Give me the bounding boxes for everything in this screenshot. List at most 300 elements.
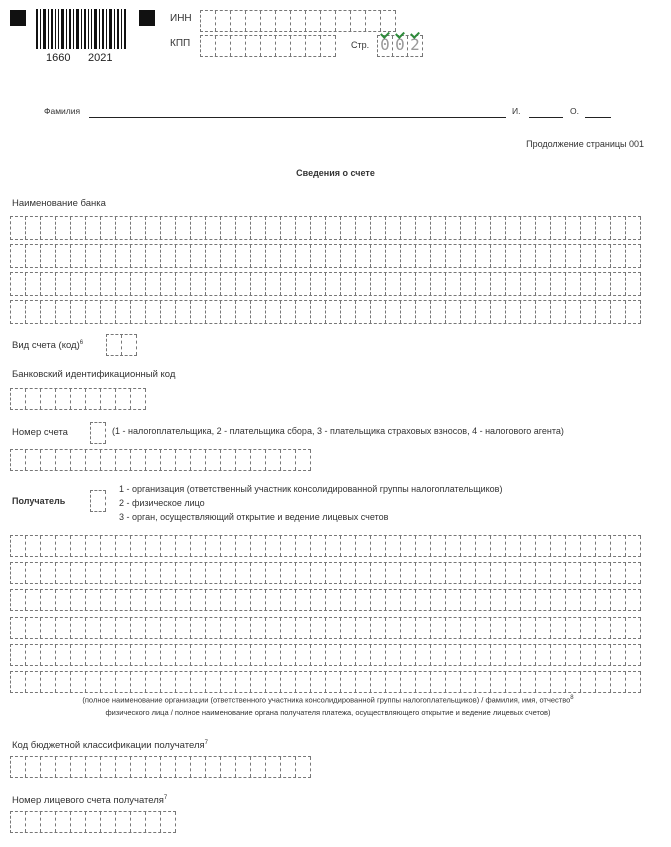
input-cell[interactable]: [266, 590, 281, 610]
input-cell[interactable]: [26, 245, 41, 267]
input-cell[interactable]: [206, 590, 221, 610]
input-cell[interactable]: [236, 245, 251, 267]
input-cell[interactable]: [236, 217, 251, 239]
input-cell[interactable]: [521, 245, 536, 267]
input-cell[interactable]: [276, 36, 291, 56]
input-cell[interactable]: [26, 590, 41, 610]
input-cell[interactable]: [326, 672, 341, 692]
input-cell[interactable]: [176, 590, 191, 610]
input-cell[interactable]: [551, 245, 566, 267]
input-cell[interactable]: [11, 301, 26, 323]
input-cell[interactable]: [341, 273, 356, 295]
bank-name-field-row-4[interactable]: [10, 300, 641, 324]
input-cell[interactable]: [56, 563, 71, 583]
input-cell[interactable]: [26, 618, 41, 638]
input-cell[interactable]: [566, 245, 581, 267]
input-cell[interactable]: [206, 273, 221, 295]
input-cell[interactable]: [236, 301, 251, 323]
input-cell[interactable]: [251, 672, 266, 692]
input-cell[interactable]: [461, 645, 476, 665]
input-cell[interactable]: [266, 645, 281, 665]
input-cell[interactable]: [581, 245, 596, 267]
input-cell[interactable]: [11, 273, 26, 295]
input-cell[interactable]: [446, 217, 461, 239]
input-cell[interactable]: [536, 590, 551, 610]
input-cell[interactable]: [11, 450, 26, 470]
input-cell[interactable]: [191, 450, 206, 470]
input-cell[interactable]: [311, 245, 326, 267]
input-cell[interactable]: [116, 563, 131, 583]
input-cell[interactable]: [536, 536, 551, 556]
input-cell[interactable]: [401, 536, 416, 556]
input-cell[interactable]: [176, 245, 191, 267]
input-cell[interactable]: [416, 618, 431, 638]
input-cell[interactable]: [431, 301, 446, 323]
input-cell[interactable]: [356, 245, 371, 267]
input-cell[interactable]: [566, 301, 581, 323]
input-cell[interactable]: [461, 536, 476, 556]
recipient-name-field-row-3[interactable]: [10, 589, 641, 611]
input-cell[interactable]: [191, 618, 206, 638]
input-cell[interactable]: [131, 389, 146, 409]
input-cell[interactable]: [461, 273, 476, 295]
input-cell[interactable]: [176, 217, 191, 239]
input-cell[interactable]: [566, 536, 581, 556]
input-cell[interactable]: [431, 217, 446, 239]
input-cell[interactable]: [41, 672, 56, 692]
input-cell[interactable]: [116, 672, 131, 692]
input-cell[interactable]: [116, 450, 131, 470]
input-cell[interactable]: [626, 273, 641, 295]
input-cell[interactable]: [296, 245, 311, 267]
input-cell[interactable]: [116, 812, 131, 832]
input-cell[interactable]: [281, 672, 296, 692]
input-cell[interactable]: [191, 757, 206, 777]
input-cell[interactable]: [176, 563, 191, 583]
input-cell[interactable]: [131, 618, 146, 638]
input-cell[interactable]: [216, 11, 231, 31]
input-cell[interactable]: [491, 245, 506, 267]
input-cell[interactable]: [101, 245, 116, 267]
input-cell[interactable]: [446, 563, 461, 583]
input-cell[interactable]: [371, 645, 386, 665]
input-cell[interactable]: [131, 273, 146, 295]
input-cell[interactable]: [336, 11, 351, 31]
input-cell[interactable]: [356, 645, 371, 665]
input-cell[interactable]: [566, 590, 581, 610]
input-cell[interactable]: [626, 536, 641, 556]
input-cell[interactable]: [626, 645, 641, 665]
input-cell[interactable]: [296, 672, 311, 692]
input-cell[interactable]: [626, 217, 641, 239]
input-cell[interactable]: [386, 645, 401, 665]
input-cell[interactable]: [281, 273, 296, 295]
bank-name-field-row-3[interactable]: [10, 272, 641, 296]
input-cell[interactable]: [86, 217, 101, 239]
input-cell[interactable]: [161, 217, 176, 239]
personal-account-field[interactable]: [10, 811, 176, 833]
input-cell[interactable]: [311, 645, 326, 665]
input-cell[interactable]: [326, 618, 341, 638]
input-cell[interactable]: [461, 618, 476, 638]
input-cell[interactable]: [86, 273, 101, 295]
input-cell[interactable]: [191, 563, 206, 583]
input-cell[interactable]: [611, 217, 626, 239]
input-cell[interactable]: [101, 757, 116, 777]
input-cell[interactable]: [251, 245, 266, 267]
input-cell[interactable]: [86, 645, 101, 665]
input-cell[interactable]: [341, 536, 356, 556]
input-cell[interactable]: [161, 536, 176, 556]
input-cell[interactable]: [311, 536, 326, 556]
input-cell[interactable]: [371, 618, 386, 638]
input-cell[interactable]: [626, 245, 641, 267]
input-cell[interactable]: [191, 245, 206, 267]
input-cell[interactable]: [131, 757, 146, 777]
input-cell[interactable]: [26, 536, 41, 556]
input-cell[interactable]: [581, 301, 596, 323]
input-cell[interactable]: [161, 450, 176, 470]
input-cell[interactable]: [146, 812, 161, 832]
input-cell[interactable]: [122, 335, 137, 355]
input-cell[interactable]: [101, 450, 116, 470]
input-cell[interactable]: [176, 672, 191, 692]
input-cell[interactable]: [236, 590, 251, 610]
input-cell[interactable]: [56, 672, 71, 692]
input-cell[interactable]: [431, 618, 446, 638]
input-cell[interactable]: [116, 645, 131, 665]
input-cell[interactable]: [521, 645, 536, 665]
input-cell[interactable]: [71, 536, 86, 556]
input-cell[interactable]: [386, 245, 401, 267]
input-cell[interactable]: [236, 757, 251, 777]
input-cell[interactable]: [251, 757, 266, 777]
input-cell[interactable]: [326, 590, 341, 610]
input-cell[interactable]: [296, 273, 311, 295]
input-cell[interactable]: [91, 491, 106, 511]
input-cell[interactable]: [491, 217, 506, 239]
input-cell[interactable]: [626, 672, 641, 692]
input-cell[interactable]: [131, 450, 146, 470]
input-cell[interactable]: [266, 245, 281, 267]
input-cell[interactable]: [11, 536, 26, 556]
input-cell[interactable]: [536, 273, 551, 295]
input-cell[interactable]: [41, 389, 56, 409]
input-cell[interactable]: [131, 672, 146, 692]
input-cell[interactable]: [131, 536, 146, 556]
input-cell[interactable]: [581, 536, 596, 556]
input-cell[interactable]: [281, 618, 296, 638]
input-cell[interactable]: [176, 757, 191, 777]
recipient-name-field-row-1[interactable]: [10, 535, 641, 557]
input-cell[interactable]: [71, 301, 86, 323]
input-cell[interactable]: [446, 590, 461, 610]
input-cell[interactable]: [11, 645, 26, 665]
input-cell[interactable]: [266, 273, 281, 295]
input-cell[interactable]: [266, 301, 281, 323]
input-cell[interactable]: [416, 672, 431, 692]
input-cell[interactable]: [86, 301, 101, 323]
input-cell[interactable]: [566, 273, 581, 295]
input-cell[interactable]: [611, 563, 626, 583]
input-cell[interactable]: [206, 672, 221, 692]
input-cell[interactable]: [116, 536, 131, 556]
input-cell[interactable]: [26, 450, 41, 470]
input-cell[interactable]: [161, 563, 176, 583]
input-cell[interactable]: [146, 645, 161, 665]
recipient-code-field[interactable]: [90, 490, 106, 512]
input-cell[interactable]: [191, 273, 206, 295]
input-cell[interactable]: [251, 301, 266, 323]
input-cell[interactable]: [611, 672, 626, 692]
bank-name-field-row-1[interactable]: [10, 216, 641, 240]
input-cell[interactable]: [386, 618, 401, 638]
input-cell[interactable]: [356, 273, 371, 295]
input-cell[interactable]: [581, 273, 596, 295]
input-cell[interactable]: [116, 389, 131, 409]
input-cell[interactable]: [11, 590, 26, 610]
input-cell[interactable]: [446, 301, 461, 323]
input-cell[interactable]: [11, 217, 26, 239]
input-cell[interactable]: [11, 563, 26, 583]
input-cell[interactable]: [596, 245, 611, 267]
input-cell[interactable]: [401, 273, 416, 295]
input-cell[interactable]: [506, 590, 521, 610]
input-cell[interactable]: [536, 672, 551, 692]
input-cell[interactable]: [371, 245, 386, 267]
input-cell[interactable]: [491, 301, 506, 323]
recipient-name-field-row-5[interactable]: [10, 644, 641, 666]
input-cell[interactable]: [581, 672, 596, 692]
input-cell[interactable]: [371, 273, 386, 295]
input-cell[interactable]: [491, 645, 506, 665]
input-cell[interactable]: [71, 563, 86, 583]
input-cell[interactable]: [626, 301, 641, 323]
input-cell[interactable]: [491, 672, 506, 692]
input-cell[interactable]: [41, 450, 56, 470]
account-number-owner-code-field[interactable]: [90, 422, 106, 444]
input-cell[interactable]: [281, 563, 296, 583]
input-cell[interactable]: [11, 245, 26, 267]
input-cell[interactable]: [356, 618, 371, 638]
input-cell[interactable]: [446, 245, 461, 267]
input-cell[interactable]: [306, 36, 321, 56]
bic-field[interactable]: [10, 388, 146, 410]
input-cell[interactable]: [351, 11, 366, 31]
input-cell[interactable]: [116, 217, 131, 239]
input-cell[interactable]: [191, 536, 206, 556]
input-cell[interactable]: [281, 245, 296, 267]
input-cell[interactable]: [506, 301, 521, 323]
input-cell[interactable]: [251, 590, 266, 610]
input-cell[interactable]: [266, 757, 281, 777]
input-cell[interactable]: [56, 245, 71, 267]
input-cell[interactable]: [101, 812, 116, 832]
input-cell[interactable]: [401, 645, 416, 665]
input-cell[interactable]: [251, 273, 266, 295]
input-cell[interactable]: [206, 301, 221, 323]
input-cell[interactable]: [381, 11, 396, 31]
input-cell[interactable]: [56, 450, 71, 470]
input-cell[interactable]: [26, 389, 41, 409]
input-cell[interactable]: [41, 590, 56, 610]
input-cell[interactable]: [236, 618, 251, 638]
input-cell[interactable]: [446, 273, 461, 295]
input-cell[interactable]: [131, 645, 146, 665]
input-cell[interactable]: [341, 645, 356, 665]
input-cell[interactable]: [296, 536, 311, 556]
input-cell[interactable]: [86, 672, 101, 692]
input-cell[interactable]: [461, 301, 476, 323]
input-cell[interactable]: [296, 757, 311, 777]
input-cell[interactable]: [221, 450, 236, 470]
input-cell[interactable]: [431, 672, 446, 692]
input-cell[interactable]: [461, 672, 476, 692]
input-cell[interactable]: [476, 536, 491, 556]
recipient-name-field-row-2[interactable]: [10, 562, 641, 584]
input-cell[interactable]: [431, 536, 446, 556]
input-cell[interactable]: [386, 536, 401, 556]
input-cell[interactable]: [536, 645, 551, 665]
input-cell[interactable]: [71, 812, 86, 832]
input-cell[interactable]: [476, 217, 491, 239]
input-cell[interactable]: [446, 536, 461, 556]
input-cell[interactable]: [206, 563, 221, 583]
input-cell[interactable]: [386, 301, 401, 323]
input-cell[interactable]: [206, 536, 221, 556]
input-cell[interactable]: [356, 563, 371, 583]
input-cell[interactable]: [566, 563, 581, 583]
input-cell[interactable]: [56, 590, 71, 610]
input-cell[interactable]: [116, 757, 131, 777]
input-cell[interactable]: [596, 590, 611, 610]
input-cell[interactable]: [551, 590, 566, 610]
input-cell[interactable]: [201, 36, 216, 56]
input-cell[interactable]: [101, 536, 116, 556]
input-cell[interactable]: [266, 672, 281, 692]
input-cell[interactable]: [176, 273, 191, 295]
input-cell[interactable]: [551, 672, 566, 692]
input-cell[interactable]: [611, 301, 626, 323]
input-cell[interactable]: [206, 645, 221, 665]
input-cell[interactable]: [71, 618, 86, 638]
input-cell[interactable]: [386, 590, 401, 610]
input-cell[interactable]: [356, 217, 371, 239]
input-cell[interactable]: [236, 273, 251, 295]
input-cell[interactable]: [416, 217, 431, 239]
input-cell[interactable]: [476, 301, 491, 323]
input-cell[interactable]: [41, 645, 56, 665]
input-cell[interactable]: [386, 273, 401, 295]
input-cell[interactable]: [341, 301, 356, 323]
input-cell[interactable]: [86, 245, 101, 267]
input-cell[interactable]: [176, 618, 191, 638]
input-cell[interactable]: [521, 301, 536, 323]
input-cell[interactable]: [566, 618, 581, 638]
input-cell[interactable]: [56, 301, 71, 323]
input-cell[interactable]: [221, 645, 236, 665]
input-cell[interactable]: [551, 301, 566, 323]
input-cell[interactable]: [596, 273, 611, 295]
input-cell[interactable]: [461, 245, 476, 267]
input-cell[interactable]: [476, 672, 491, 692]
input-cell[interactable]: [311, 672, 326, 692]
input-cell[interactable]: [116, 273, 131, 295]
input-cell[interactable]: [251, 217, 266, 239]
input-cell[interactable]: [356, 536, 371, 556]
input-cell[interactable]: [56, 536, 71, 556]
input-cell[interactable]: [596, 618, 611, 638]
input-cell[interactable]: [221, 590, 236, 610]
input-cell[interactable]: [401, 672, 416, 692]
input-cell[interactable]: [291, 11, 306, 31]
input-cell[interactable]: [326, 301, 341, 323]
input-cell[interactable]: [176, 301, 191, 323]
input-cell[interactable]: [341, 590, 356, 610]
input-cell[interactable]: [101, 301, 116, 323]
initial-i-line[interactable]: [529, 117, 563, 118]
input-cell[interactable]: [71, 757, 86, 777]
input-cell[interactable]: [236, 536, 251, 556]
input-cell[interactable]: [146, 618, 161, 638]
input-cell[interactable]: [461, 217, 476, 239]
input-cell[interactable]: [251, 450, 266, 470]
input-cell[interactable]: [311, 301, 326, 323]
input-cell[interactable]: [116, 590, 131, 610]
input-cell[interactable]: [41, 757, 56, 777]
input-cell[interactable]: [86, 590, 101, 610]
input-cell[interactable]: [521, 590, 536, 610]
input-cell[interactable]: [86, 536, 101, 556]
input-cell[interactable]: [56, 217, 71, 239]
input-cell[interactable]: [131, 563, 146, 583]
account-type-field[interactable]: [106, 334, 137, 356]
input-cell[interactable]: [431, 245, 446, 267]
input-cell[interactable]: [476, 590, 491, 610]
input-cell[interactable]: [71, 273, 86, 295]
input-cell[interactable]: [431, 590, 446, 610]
input-cell[interactable]: [71, 645, 86, 665]
input-cell[interactable]: [596, 672, 611, 692]
input-cell[interactable]: [146, 245, 161, 267]
input-cell[interactable]: [551, 645, 566, 665]
input-cell[interactable]: [416, 301, 431, 323]
input-cell[interactable]: [206, 757, 221, 777]
input-cell[interactable]: [221, 245, 236, 267]
input-cell[interactable]: [281, 757, 296, 777]
input-cell[interactable]: [431, 273, 446, 295]
input-cell[interactable]: [581, 563, 596, 583]
input-cell[interactable]: [611, 273, 626, 295]
input-cell[interactable]: [161, 273, 176, 295]
input-cell[interactable]: [506, 645, 521, 665]
input-cell[interactable]: [191, 301, 206, 323]
input-cell[interactable]: [236, 672, 251, 692]
input-cell[interactable]: [386, 563, 401, 583]
input-cell[interactable]: [416, 273, 431, 295]
kbk-field[interactable]: [10, 756, 311, 778]
input-cell[interactable]: [341, 672, 356, 692]
input-cell[interactable]: [311, 217, 326, 239]
input-cell[interactable]: [71, 217, 86, 239]
input-cell[interactable]: [506, 563, 521, 583]
input-cell[interactable]: [581, 618, 596, 638]
input-cell[interactable]: [506, 245, 521, 267]
input-cell[interactable]: [446, 618, 461, 638]
input-cell[interactable]: [551, 217, 566, 239]
input-cell[interactable]: [221, 217, 236, 239]
input-cell[interactable]: [326, 245, 341, 267]
